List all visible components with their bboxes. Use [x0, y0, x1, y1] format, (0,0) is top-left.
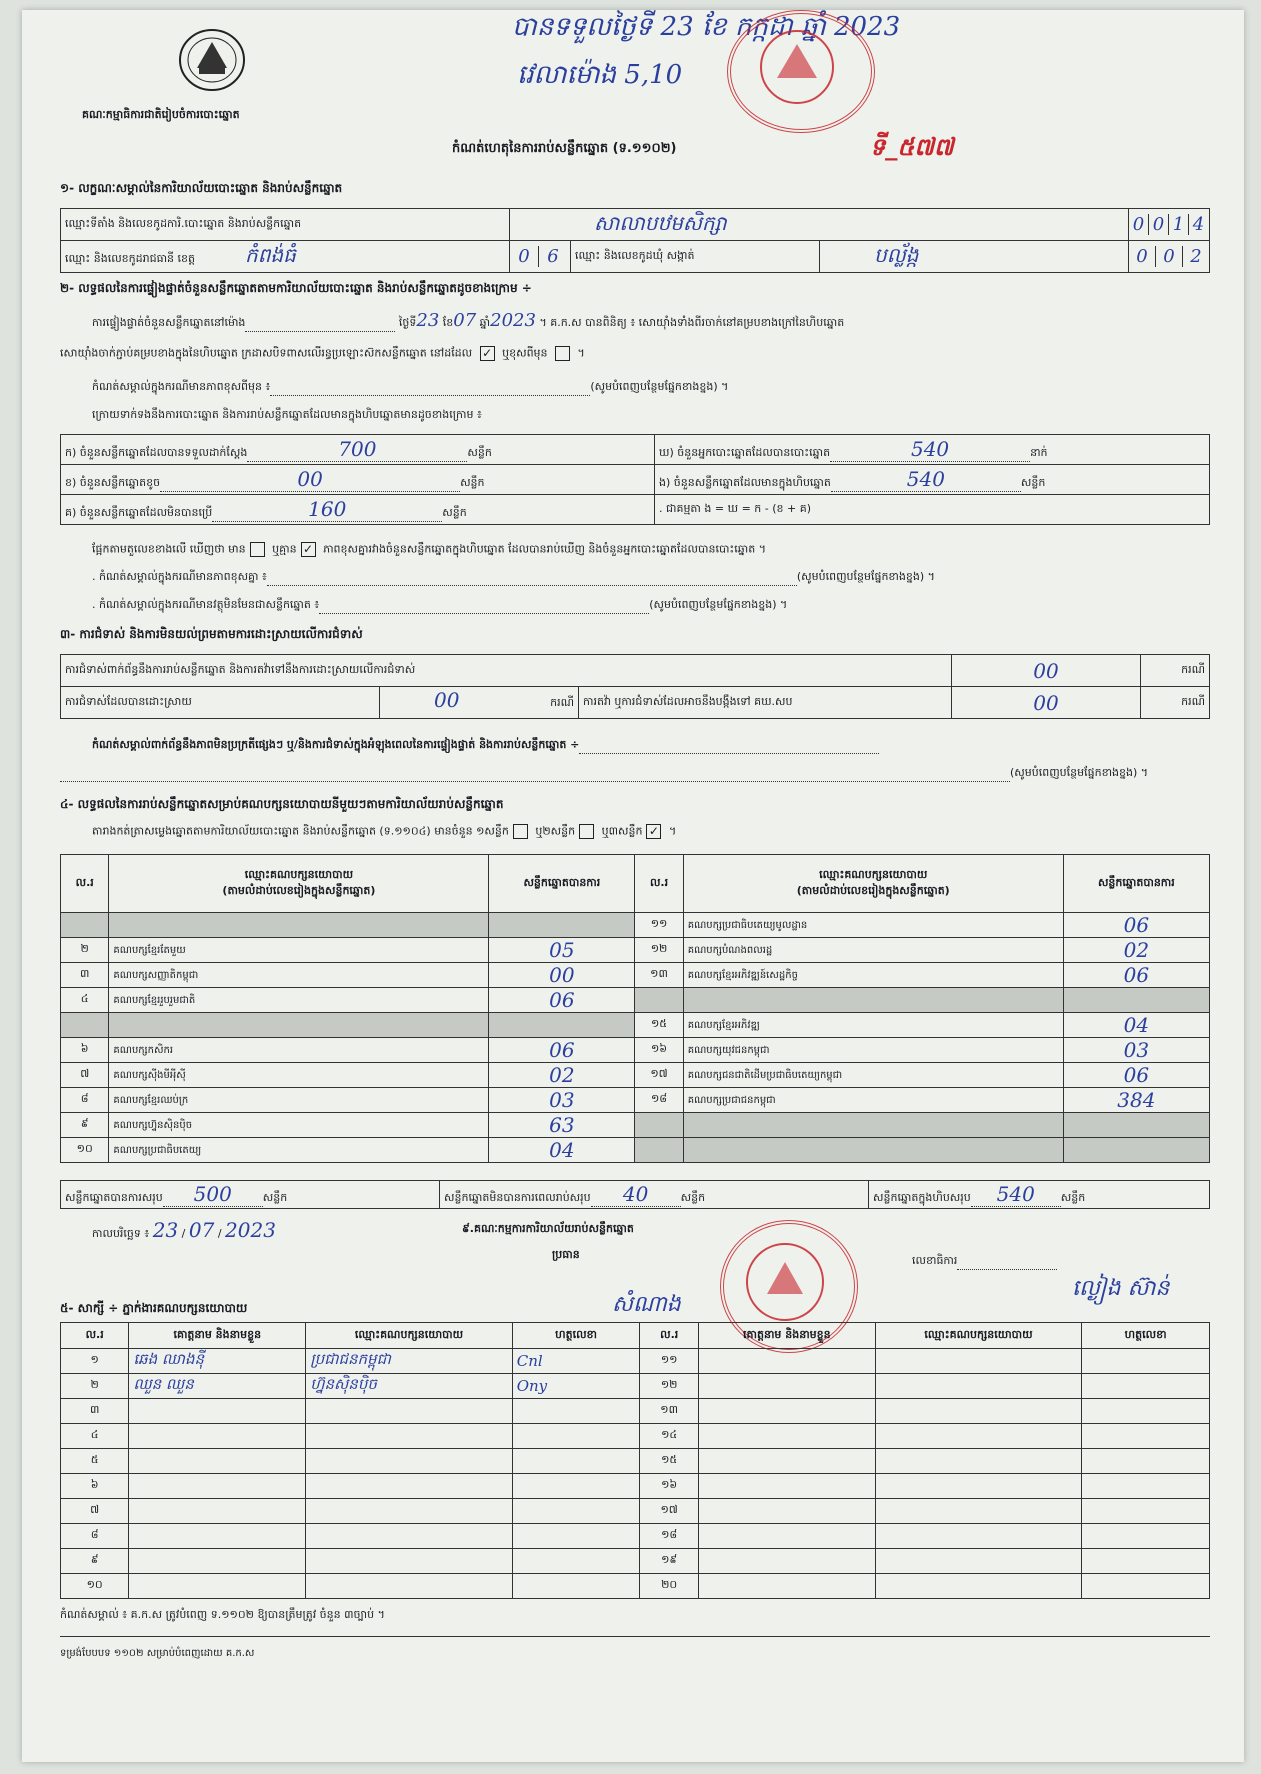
- section5-title: ៥- សាក្សី ÷ ភ្នាក់ងារគណបក្សនយោបាយ: [60, 1301, 248, 1315]
- total-invalid: សន្លឹកឆ្នោតមិនបានការពេលរាប់សរុប 40 សន្លឹក: [440, 1181, 869, 1209]
- party-votes: 06: [489, 1038, 635, 1063]
- party-name: គណបក្សស៊ីងមីអុីស៊ី: [109, 1063, 489, 1088]
- witness-signature: [512, 1424, 640, 1449]
- witness-party: [875, 1474, 1081, 1499]
- witness-signature: [1082, 1449, 1210, 1474]
- party-name: [683, 1138, 1063, 1163]
- votes-table: ល.រ ឈ្មោះគណបក្សនយោបាយ (តាមលំដាប់លេខរៀងក្នុងសន្លឹកឆ្នោត) សន្លឹកឆ្នោតបានការ ល.រ ឈ្មោះគណបក្សនយោបាយ (តាមលំដាប់លេខរៀងក្នុងសន្លឹកឆ្នោត) សន្លឹកឆ្នោតបានការ ១១ គណបក្សប្រជាធិបតេយ្យមូលដ្ឋាន 06 ២ គណបក្សខ្មែរតែមួយ 05 ១២ គណបក្សបំណងពលរដ្ឋ 02 ៣ គណបក្សសញ្ញាតិកម្ពុជា 00 ១៣ គណបក្សខ្មែរអភិវឌ្ឍន៍សេដ្ឋកិច្ច 06 ៤ គណបក្សខ្មែររួបរួមជាតិ 06 ១៥ គណបក្សខ្មែរអភិវឌ្ឍ 04 ៦ គណបក្សកសិករ 06 ១៦ គណបក្សយុវជនកម្ពុជា 03 ៧ គណបក្សស៊ីងមីអុីស៊ី 02 ១៧ គណបក្សជនជាតិដើមប្រជាធិបតេយ្យកម្ពុជា 06 ៨ គណបក្សខ្មែរឈប់ក្រ 03 ១៨ គណបក្សប្រជាជនកម្ពុជា 384 ៩ គណបក្សហ្វ៊ុនស៊ិនប៉ិច 63 ១០ គណបក្សប្រជាធិបតេយ្យ 04: [60, 854, 1210, 1163]
- commission-logo: [177, 28, 247, 92]
- sheet2-checkbox[interactable]: [579, 824, 594, 839]
- party-name: គណបក្សខ្មែរអភិវឌ្ឍន៍សេដ្ឋកិច្ច: [683, 963, 1063, 988]
- party-votes: 06: [489, 988, 635, 1013]
- same-checkbox[interactable]: ✓: [480, 346, 495, 361]
- verify-month: 07: [453, 310, 477, 331]
- secretary-signature: ល្ងៀង ស៊ាន់: [1072, 1276, 1170, 1301]
- party-name: គណបក្សខ្មែរឈប់ក្រ: [109, 1088, 489, 1113]
- sheet3-checkbox[interactable]: ✓: [646, 824, 661, 839]
- witness-name: [698, 1474, 875, 1499]
- obj3-label: ការតវ៉ា ឬការជំទាស់ដែលអាចនឹងបង្កឹងទៅ គឃ.សប: [579, 687, 952, 719]
- vote-no: ២: [61, 938, 109, 963]
- commission-name: គណៈកម្មាធិការជាតិរៀបចំការបោះឆ្នោត: [82, 108, 240, 121]
- vote-no: ៩: [61, 1113, 109, 1138]
- witness-no: ១១: [640, 1349, 698, 1374]
- party-votes: [489, 913, 635, 938]
- witness-name: [129, 1524, 306, 1549]
- footer-text: ទម្រង់បែបបទ ១១០២ សម្រាប់បំពេញដោយ គ.ក.ស: [60, 1648, 255, 1659]
- total-valid: សន្លឹកឆ្នោតបានការសរុប 500 សន្លឹក: [61, 1181, 440, 1209]
- vote-row: [61, 913, 1210, 938]
- obj2-label: ការជំទាស់ដែលបានដោះស្រាយ: [61, 687, 380, 719]
- province-value: កំពង់ធំ: [245, 242, 296, 267]
- compare-line: ផ្អែកតាមតួលេខខាងលើ ឃើញថា មាន ឬគ្មាន ✓ ភាពខុសគ្នារវាងចំនួនសន្លឹកឆ្នោតក្នុងហិបឆ្នោត ដែលបានរាប់ឃើញ និងចំនួនអ្នកបោះឆ្នោតដែលបានបោះឆ្នោត ។: [92, 542, 766, 556]
- vote-row: [61, 1088, 1210, 1113]
- witness-party: [306, 1449, 513, 1474]
- vote-no: ១៣: [635, 963, 683, 988]
- count-b-value: 00: [297, 467, 323, 491]
- witness-signature: [1082, 1374, 1210, 1399]
- form-page: [22, 10, 1244, 1762]
- party-votes: [489, 1013, 635, 1038]
- party-votes: 02: [489, 1063, 635, 1088]
- witness-no: ១០: [61, 1574, 129, 1599]
- commune-value: បល្ល័ង្ក: [874, 242, 919, 267]
- party-name: គណបក្សប្រជាជនកម្ពុជា: [683, 1088, 1063, 1113]
- has-diff-checkbox[interactable]: [250, 542, 265, 557]
- vote-no: ១៧: [635, 1063, 683, 1088]
- party-votes: [1063, 1138, 1209, 1163]
- party-name: គណបក្សបំណងពលរដ្ឋ: [683, 938, 1063, 963]
- party-name: គណបក្សហ្វ៊ុនស៊ិនប៉ិច: [109, 1113, 489, 1138]
- witness-party: [875, 1574, 1081, 1599]
- stamp-seal: [727, 10, 875, 133]
- verify-day: 23: [416, 310, 440, 331]
- note-b: . កំណត់សម្គាល់ក្នុងករណីមានវត្ថុមិនមែនជាសន្លឹកឆ្នោត ៖ (សូមបំពេញបន្ថែមផ្នែកខាងខ្នង) ។: [92, 598, 787, 614]
- section4-intro: តារាងកត់ត្រាសម្លេងឆ្នោតតាមការិយាល័យបោះឆ្នោត និងរាប់សន្លឹកឆ្នោត (ទ.១១០៤) មានចំនួន ១សន្លឹក ឬ២សន្លឹក ឬ៣សន្លឹក ✓ ។: [92, 824, 677, 838]
- count-e: ង) ចំនួនសន្លឹកឆ្នោតដែលមានក្នុងហិបឆ្នោត 540 សន្លឹក: [655, 465, 1210, 495]
- party-name: គណបក្សខ្មែររួបរួមជាតិ: [109, 988, 489, 1013]
- party-name: គណបក្សខ្មែរអភិវឌ្ឍ: [683, 1013, 1063, 1038]
- witness-no: ២: [61, 1374, 129, 1399]
- witness-name: [129, 1399, 306, 1424]
- witness-signature: [512, 1549, 640, 1574]
- witness-name: [698, 1574, 875, 1599]
- vote-no: [61, 1013, 109, 1038]
- site-value: សាលាបឋមសិក្សា: [594, 210, 727, 235]
- witness-name: [698, 1449, 875, 1474]
- section1-title: ១- លក្ខណៈសម្គាល់នៃការិយាល័យបោះឆ្នោត និងរាប់សន្លឹកឆ្នោត: [60, 181, 343, 195]
- witness-name: [129, 1574, 306, 1599]
- party-votes: 03: [1063, 1038, 1209, 1063]
- count-e-value: 540: [906, 467, 945, 491]
- vote-row: [61, 963, 1210, 988]
- witness-signature: [1082, 1399, 1210, 1424]
- section3-note-line: (សូមបំពេញបន្ថែមផ្នែកខាងខ្នង) ។: [60, 766, 1148, 782]
- vote-no: ១២: [635, 938, 683, 963]
- witness-name: [698, 1424, 875, 1449]
- party-name: គណបក្សប្រជាធិបតេយ្យមូលដ្ឋាន: [683, 913, 1063, 938]
- witness-name: ឆេង ឈាងនុី: [129, 1349, 306, 1374]
- witness-party: [306, 1499, 513, 1524]
- witness-row: [61, 1374, 1210, 1399]
- witness-no: ១៧: [640, 1499, 698, 1524]
- witness-table: ល.រ គោត្តនាម និងនាមខ្លួន ឈ្មោះគណបក្សនយោបាយ ហត្ថលេខា ល.រ គោត្តនាម និងនាមខ្លួន ឈ្មោះគណបក្សនយោបាយ ហត្ថលេខា ១ ឆេង ឈាងនុី ប្រជាជនកម្ពុជា Cnl ១១ ២ ឈួន ឈួន ហ្វ៊ុនស៊ិនប៉ិច Ony ១២ ៣ ១៣ ៤ ១៤ ៥ ១៥ ៦ ១៦ ៧ ១៧ ៨ ១៨ ៩ ១៩ ១០ ២០: [60, 1322, 1210, 1599]
- witness-signature: [1082, 1549, 1210, 1574]
- received-line: បានទទួលថ្ងៃទី 23 ខែ កក្កដា ឆ្នាំ 2023: [512, 12, 901, 42]
- chair-label: ប្រធាន: [552, 1248, 580, 1261]
- vote-no: ៧: [61, 1063, 109, 1088]
- vote-no: [635, 1113, 683, 1138]
- obj1-value: 00: [1033, 658, 1059, 683]
- vote-no: ១០: [61, 1138, 109, 1163]
- party-votes: 03: [489, 1088, 635, 1113]
- party-votes: 384: [1063, 1088, 1209, 1113]
- formula: . ជាគម្មតា ង = ឃ = ក - (ខ + គ): [655, 495, 1210, 525]
- witness-no: ១៩: [640, 1549, 698, 1574]
- witness-party: [306, 1399, 513, 1424]
- party-header-right: ឈ្មោះគណបក្សនយោបាយ (តាមលំដាប់លេខរៀងក្នុងសន្លឹកឆ្នោត): [683, 855, 1063, 913]
- witness-row: [61, 1349, 1210, 1374]
- witness-party: [875, 1349, 1081, 1374]
- witness-name: [129, 1474, 306, 1499]
- witness-no: ១២: [640, 1374, 698, 1399]
- witness-signature: [512, 1399, 640, 1424]
- diff-note: កំណត់សម្គាល់ក្នុងករណីមានភាពខុសពីមុន ៖ (សូមបំពេញបន្ថែមផ្នែកខាងខ្នង) ។: [92, 380, 728, 396]
- date-day: 23: [152, 1218, 179, 1242]
- witness-name: ឈួន ឈួន: [129, 1374, 306, 1399]
- witness-no: ៦: [61, 1474, 129, 1499]
- witness-no: ៧: [61, 1499, 129, 1524]
- witness-name: [698, 1524, 875, 1549]
- witness-party: ប្រជាជនកម្ពុជា: [306, 1349, 513, 1374]
- total-box-value: 540: [996, 1182, 1035, 1206]
- witness-name: [129, 1424, 306, 1449]
- witness-no: ៣: [61, 1399, 129, 1424]
- party-name: គណបក្សប្រជាធិបតេយ្យ: [109, 1138, 489, 1163]
- party-name: [109, 913, 489, 938]
- witness-row: [61, 1449, 1210, 1474]
- vote-row: [61, 938, 1210, 963]
- vote-no: ១៥: [635, 1013, 683, 1038]
- vote-no: [635, 1138, 683, 1163]
- witness-signature: [1082, 1474, 1210, 1499]
- section3-note: កំណត់សម្គាល់ពាក់ព័ន្ធនឹងភាពមិនប្រក្រតីផ្សេងៗ ឬ/និងការជំទាស់ក្នុងអំឡុងពេលនៃការផ្ទៀងផ្ទាត់ និងការរាប់សន្លឹកឆ្នោត ÷: [92, 738, 879, 754]
- vote-no: ១៦: [635, 1038, 683, 1063]
- witness-row: [61, 1399, 1210, 1424]
- witness-no: ១៦: [640, 1474, 698, 1499]
- party-votes: 00: [489, 963, 635, 988]
- party-votes: 05: [489, 938, 635, 963]
- party-votes: 06: [1063, 913, 1209, 938]
- witness-no: ២០: [640, 1574, 698, 1599]
- party-votes: 02: [1063, 938, 1209, 963]
- count-c: គ) ចំនួនសន្លឹកឆ្នោតដែលមិនបានប្រើ 160 សន្លឹក: [61, 495, 655, 525]
- witness-name: [698, 1499, 875, 1524]
- witness-no: ៨: [61, 1524, 129, 1549]
- witness-name: [698, 1549, 875, 1574]
- witness-signature: [512, 1574, 640, 1599]
- witness-no: ១៤: [640, 1424, 698, 1449]
- witness-row: [61, 1574, 1210, 1599]
- witness-signature: [1082, 1349, 1210, 1374]
- count-a: ក) ចំនួនសន្លឹកឆ្នោតដែលបានទទួលដាក់ស្តែង 700 សន្លឹក: [61, 435, 655, 465]
- vote-no: ៤: [61, 988, 109, 1013]
- commune-value-cell: [820, 241, 1129, 273]
- section1-table: [60, 208, 1210, 273]
- party-votes: 63: [489, 1113, 635, 1138]
- witness-name: [698, 1399, 875, 1424]
- total-valid-value: 500: [193, 1182, 232, 1206]
- province-code: 0 6: [510, 241, 571, 273]
- count-b: ខ) ចំនួនសន្លឹកឆ្នោតខូច 00 សន្លឹក: [61, 465, 655, 495]
- witness-party: [306, 1424, 513, 1449]
- commune-label: ឈ្មោះ និងលេខកូដឃុំ សង្កាត់: [571, 241, 820, 273]
- party-votes: 04: [489, 1138, 635, 1163]
- chair-signature: សំណាង: [612, 1292, 681, 1317]
- secretary-label: លេខាធិការ: [912, 1254, 1057, 1270]
- section2-title: ២- លទ្ធផលនៃការផ្ទៀងផ្ទាត់ចំនួនសន្លឹកឆ្នោតតាមការិយាល័យបោះឆ្នោត និងរាប់សន្លឹកឆ្នោតដូចខាងក្រោម ÷: [60, 281, 532, 295]
- obj3-value: 00: [1033, 690, 1059, 715]
- witness-signature: [1082, 1574, 1210, 1599]
- witness-signature: [1082, 1424, 1210, 1449]
- no-diff-checkbox[interactable]: ✓: [301, 542, 316, 557]
- date-line: កាលបរិច្ឆេទ ៖ 23 / 07 / 2023: [92, 1218, 276, 1242]
- witness-name: [129, 1549, 306, 1574]
- witness-party: ហ្វ៊ុនស៊ិនប៉ិច: [306, 1374, 513, 1399]
- witness-row: [61, 1474, 1210, 1499]
- witness-signature: [512, 1449, 640, 1474]
- obj1-label: ការជំទាស់ពាក់ព័ន្ធនឹងការរាប់សន្លឹកឆ្នោត និងការតវ៉ាទៅនឹងការដោះស្រាយលើការជំទាស់: [61, 655, 952, 687]
- other-checkbox[interactable]: [555, 346, 570, 361]
- vote-no: ៦: [61, 1038, 109, 1063]
- obj2-value-cell: 00 ករណី: [380, 687, 579, 719]
- count-d-value: 540: [910, 437, 950, 461]
- witness-name: [698, 1349, 875, 1374]
- section4-title: ៤- លទ្ធផលនៃការរាប់សន្លឹកឆ្នោតសម្រាប់គណបក្សនយោបាយនីមួយៗតាមការិយាល័យរាប់សន្លឹកឆ្នោត: [60, 797, 504, 811]
- witness-party: [875, 1374, 1081, 1399]
- committee-label: ៩.គណៈកម្មការការិយាល័យរាប់សន្លឹកឆ្នោត: [462, 1222, 634, 1235]
- commune-code: 0 0 2: [1129, 241, 1210, 273]
- party-votes: 06: [1063, 1063, 1209, 1088]
- count-a-value: 700: [338, 437, 377, 461]
- witness-party: [875, 1399, 1081, 1424]
- witness-signature: [512, 1499, 640, 1524]
- witness-row: [61, 1549, 1210, 1574]
- party-votes: 06: [1063, 963, 1209, 988]
- party-votes: 04: [1063, 1013, 1209, 1038]
- count-c-value: 160: [308, 497, 347, 521]
- party-votes: [1063, 988, 1209, 1013]
- site-value-cell: [510, 209, 1129, 241]
- witness-party: [306, 1549, 513, 1574]
- witness-no: ១: [61, 1349, 129, 1374]
- province-label: ឈ្មោះ និងលេខកូដរាជធានី ខេត្ត កំពង់ធំ: [61, 241, 510, 273]
- party-name: [683, 1113, 1063, 1138]
- vote-no: ៨: [61, 1088, 109, 1113]
- verify-line: ការផ្ទៀងផ្ទាត់ចំនួនសន្លឹកឆ្នោតនៅម៉ោង ថ្ងៃទី23 ខែ07 ឆ្នាំ2023 ។ គ.ក.ស បានពិនិត្យ ៖ សោយ៉ាំងទាំងពីរចាក់នៅគម្របខាងក្រៅនៃហិបឆ្នោត: [92, 310, 845, 331]
- site-code: 0 0 1 4: [1129, 209, 1210, 241]
- note-a: . កំណត់សម្គាល់ក្នុងករណីមានភាពខុសគ្នា ៖ (សូមបំពេញបន្ថែមផ្នែកខាងខ្នង) ។: [92, 570, 935, 586]
- date-year: 2023: [225, 1218, 276, 1242]
- party-name: គណបក្សជនជាតិដើមប្រជាធិបតេយ្យកម្ពុជា: [683, 1063, 1063, 1088]
- witness-signature: [512, 1474, 640, 1499]
- witness-signature: [512, 1524, 640, 1549]
- witness-party: [875, 1424, 1081, 1449]
- site-label: ឈ្មោះទីតាំង និងលេខកូដការិ.បោះឆ្នោត និងរាប់សន្លឹកឆ្នោត: [61, 209, 510, 241]
- counts-table: [60, 434, 1210, 525]
- witness-signature: Ony: [512, 1374, 640, 1399]
- witness-signature: Cnl: [512, 1349, 640, 1374]
- vote-row: [61, 1013, 1210, 1038]
- footer-divider: [60, 1636, 1210, 1637]
- obj3-value-cell: [952, 687, 1141, 719]
- received-time: វេលាម៉ោង 5,10: [517, 60, 683, 90]
- witness-name: [129, 1499, 306, 1524]
- sheet1-checkbox[interactable]: [513, 824, 528, 839]
- witness-signature: [1082, 1524, 1210, 1549]
- form-number: ទី_៥៧៧: [870, 133, 954, 161]
- witness-name: [698, 1374, 875, 1399]
- date-month: 07: [188, 1218, 215, 1242]
- party-name: គណបក្សខ្មែរតែមួយ: [109, 938, 489, 963]
- vote-row: [61, 1063, 1210, 1088]
- footnote: កំណត់សម្គាល់ ៖ គ.ក.ស ត្រូវបំពេញ ទ.១១០២ ឱ្យបានត្រឹមត្រូវ ចំនួន ៣ច្បាប់ ។: [60, 1608, 385, 1621]
- vote-row: [61, 1038, 1210, 1063]
- witness-no: ៥: [61, 1449, 129, 1474]
- vote-no: ៣: [61, 963, 109, 988]
- witness-row: [61, 1424, 1210, 1449]
- verify-year: 2023: [490, 310, 536, 331]
- witness-no: ៤: [61, 1424, 129, 1449]
- party-votes: [1063, 1113, 1209, 1138]
- total-invalid-value: 40: [622, 1182, 649, 1206]
- witness-party: [875, 1549, 1081, 1574]
- seal-line: សោយ៉ាំងចាក់ភ្ជាប់គម្របខាងក្នុងនៃហិបឆ្នោត ក្រដាសបិទពាសលើរន្ធប្រឡោះស៊កសន្លឹកឆ្នោត នៅដដែល ✓ ឬខុសពីមុន ។: [60, 346, 585, 360]
- party-name: គណបក្សសញ្ញាតិកម្ពុជា: [109, 963, 489, 988]
- party-name: [109, 1013, 489, 1038]
- form-title: កំណត់ហេតុនៃការរាប់សន្លឹកឆ្នោត (ទ.១១០២): [452, 141, 677, 156]
- witness-party: [306, 1474, 513, 1499]
- vote-row: [61, 988, 1210, 1013]
- party-name: [683, 988, 1063, 1013]
- section3-title: ៣- ការជំទាស់ និងការមិនយល់ព្រមតាមការដោះស្រាយលើការជំទាស់: [60, 627, 363, 641]
- party-name: គណបក្សយុវជនកម្ពុជា: [683, 1038, 1063, 1063]
- vote-no: ១១: [635, 913, 683, 938]
- witness-no: ១៥: [640, 1449, 698, 1474]
- witness-name: [129, 1449, 306, 1474]
- party-header-left: ឈ្មោះគណបក្សនយោបាយ (តាមលំដាប់លេខរៀងក្នុងសន្លឹកឆ្នោត): [109, 855, 489, 913]
- witness-signature: [1082, 1499, 1210, 1524]
- party-name: គណបក្សកសិករ: [109, 1038, 489, 1063]
- objections-table: ការជំទាស់ពាក់ព័ន្ធនឹងការរាប់សន្លឹកឆ្នោត និងការតវ៉ាទៅនឹងការដោះស្រាយលើការជំទាស់ 00 ករណី ការជំទាស់ដែលបានដោះស្រាយ 00 ករណី ការតវ៉ា ឬការជំទាស់ដែលអាចនឹងបង្កឹងទៅ គឃ.សប 00 ករណី: [60, 654, 1210, 719]
- vote-row: [61, 1138, 1210, 1163]
- obj1-value-cell: [952, 655, 1141, 687]
- witness-party: [306, 1574, 513, 1599]
- witness-party: [875, 1499, 1081, 1524]
- witness-party: [306, 1524, 513, 1549]
- witness-no: ៩: [61, 1549, 129, 1574]
- vote-no: ១៨: [635, 1088, 683, 1113]
- count-d: ឃ) ចំនួនអ្នកបោះឆ្នោតដែលបានបោះឆ្នោត 540 នាក់: [655, 435, 1210, 465]
- witness-party: [875, 1524, 1081, 1549]
- obj2-value: 00: [434, 687, 460, 712]
- totals-table: [60, 1180, 1210, 1209]
- witness-row: [61, 1524, 1210, 1549]
- witness-row: [61, 1499, 1210, 1524]
- witness-party: [875, 1449, 1081, 1474]
- vote-no: [635, 988, 683, 1013]
- vote-row: [61, 1113, 1210, 1138]
- vote-no: [61, 913, 109, 938]
- witness-no: ១៣: [640, 1399, 698, 1424]
- witness-no: ១៨: [640, 1524, 698, 1549]
- section2-intro: ក្រោយទាក់ទងនឹងការបោះឆ្នោត និងការរាប់សន្លឹកឆ្នោតដែលមានក្នុងហិបឆ្នោតមានដូចខាងក្រោម ៖: [92, 408, 482, 421]
- total-box: សន្លឹកឆ្នោតក្នុងហិបសរុប 540 សន្លឹក: [869, 1181, 1210, 1209]
